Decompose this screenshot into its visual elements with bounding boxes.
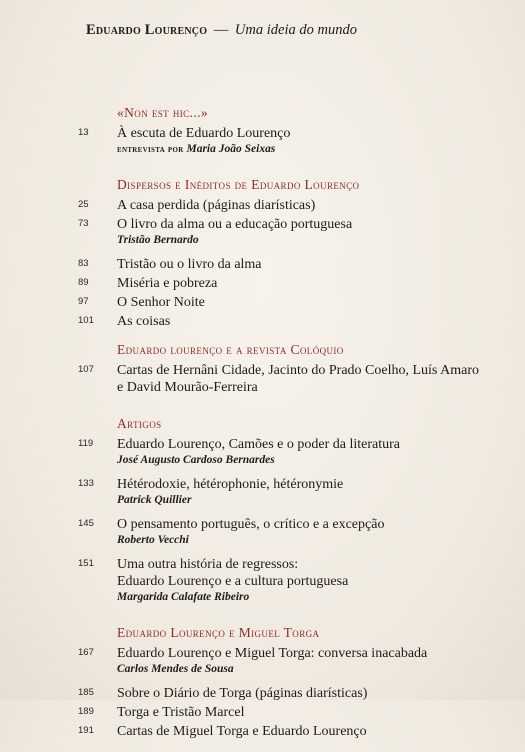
toc-entry[interactable]: [0, 645, 525, 677]
toc-entry[interactable]: [0, 685, 525, 702]
toc-entry[interactable]: [0, 362, 525, 396]
toc-entry[interactable]: [0, 436, 525, 468]
toc-entry[interactable]: [0, 256, 525, 273]
page-number: 107: [78, 364, 94, 375]
entry-byline: [117, 453, 525, 468]
entry-gap: [0, 159, 525, 165]
entry-title: Cartas de Hernâni Cidade, Jacinto do Prado Coelho, Luís Amaro: [117, 363, 479, 378]
entry-title: Sobre o Diário de Torga (páginas diarísticas): [117, 686, 368, 701]
header-title: Uma ideia do mundo: [234, 22, 357, 38]
entry-title: O Senhor Noite: [117, 295, 205, 310]
toc-section: [0, 177, 525, 330]
page-number: 25: [78, 199, 89, 210]
page-number: 189: [78, 706, 94, 717]
entry-title: Hétérodoxie, hétérophonie, hétéronymie: [117, 477, 344, 492]
entry-gap: [0, 398, 525, 404]
byline-author: Tristão Bernardo: [117, 234, 199, 246]
toc-section: [0, 105, 525, 165]
entry-title: Tristão ou o livro da alma: [117, 257, 262, 272]
header-separator: —: [213, 22, 229, 38]
toc-entry[interactable]: [0, 125, 525, 157]
page-number: 89: [78, 277, 89, 288]
entry-title: A casa perdida (páginas diarísticas): [117, 198, 316, 213]
entry-title: Torga e Tristão Marcel: [117, 705, 245, 720]
header-author: Eduardo Lourenço: [86, 22, 208, 38]
toc-section: [0, 342, 525, 404]
page-number: 101: [78, 315, 94, 326]
byline-author: Maria João Seixas: [186, 143, 276, 155]
toc-entry[interactable]: [0, 723, 525, 740]
page-number: 119: [78, 438, 94, 449]
page-number: 145: [78, 518, 94, 529]
byline-author: José Augusto Cardoso Bernardes: [117, 454, 275, 466]
byline-author: Patrick Quillier: [117, 494, 192, 506]
toc-section: [0, 625, 525, 740]
page-number: 133: [78, 478, 94, 489]
entry-byline: [117, 493, 525, 508]
toc-entry[interactable]: [0, 556, 525, 605]
byline-author: Roberto Vecchi: [117, 534, 189, 546]
section-title: «Non est hic...»: [117, 105, 209, 120]
page-number: 191: [78, 725, 94, 736]
byline-prefix: entrevista por: [117, 144, 184, 155]
page-number: 83: [78, 258, 89, 269]
entry-title: e David Mourão-Ferreira: [117, 380, 258, 395]
page-number: 185: [78, 687, 94, 698]
entry-title: O pensamento português, o crítico e a excepção: [117, 517, 385, 532]
toc-section: [0, 416, 525, 613]
entry-title: Eduardo Lourenço e a cultura portuguesa: [117, 574, 349, 589]
entry-title: Cartas de Miguel Torga e Eduardo Lourenço: [117, 724, 367, 739]
byline-author: Carlos Mendes de Sousa: [117, 663, 234, 675]
toc-entry[interactable]: [0, 313, 525, 330]
entry-byline: [117, 233, 525, 248]
entry-title: As coisas: [117, 314, 171, 329]
section-title: Eduardo Lourenço e Miguel Torga: [117, 625, 320, 640]
table-of-contents: [0, 105, 525, 752]
toc-entry[interactable]: [0, 275, 525, 292]
toc-entry[interactable]: [0, 216, 525, 248]
section-title: Dispersos e Inéditos de Eduardo Lourenço: [117, 177, 360, 192]
page-number: 151: [78, 558, 94, 569]
page-number: 73: [78, 218, 89, 229]
entry-title: Eduardo Lourenço e Miguel Torga: conversa inacabada: [117, 646, 428, 661]
toc-entry[interactable]: [0, 197, 525, 214]
page-number: 97: [78, 296, 89, 307]
entry-byline: [117, 533, 525, 548]
byline-author: Margarida Calafate Ribeiro: [117, 591, 250, 603]
page-number: 13: [78, 127, 89, 138]
entry-title: Uma outra história de regressos:: [117, 557, 299, 572]
entry-byline: [117, 142, 525, 157]
toc-entry[interactable]: [0, 704, 525, 721]
entry-title: À escuta de Eduardo Lourenço: [117, 126, 291, 141]
toc-entry[interactable]: [0, 294, 525, 311]
entry-gap: [0, 607, 525, 613]
entry-byline: [117, 590, 525, 605]
entry-title: O livro da alma ou a educação portuguesa: [117, 217, 353, 232]
page-number: 167: [78, 647, 94, 658]
entry-title: Eduardo Lourenço, Camões e o poder da literatura: [117, 437, 401, 452]
toc-entry[interactable]: [0, 476, 525, 508]
entry-title: Miséria e pobreza: [117, 276, 218, 291]
section-title: Artigos: [117, 416, 162, 431]
entry-byline: [117, 662, 525, 677]
section-title: Eduardo lourenço e a revista Colóquio: [117, 342, 344, 357]
toc-entry[interactable]: [0, 516, 525, 548]
running-header: [86, 22, 357, 39]
